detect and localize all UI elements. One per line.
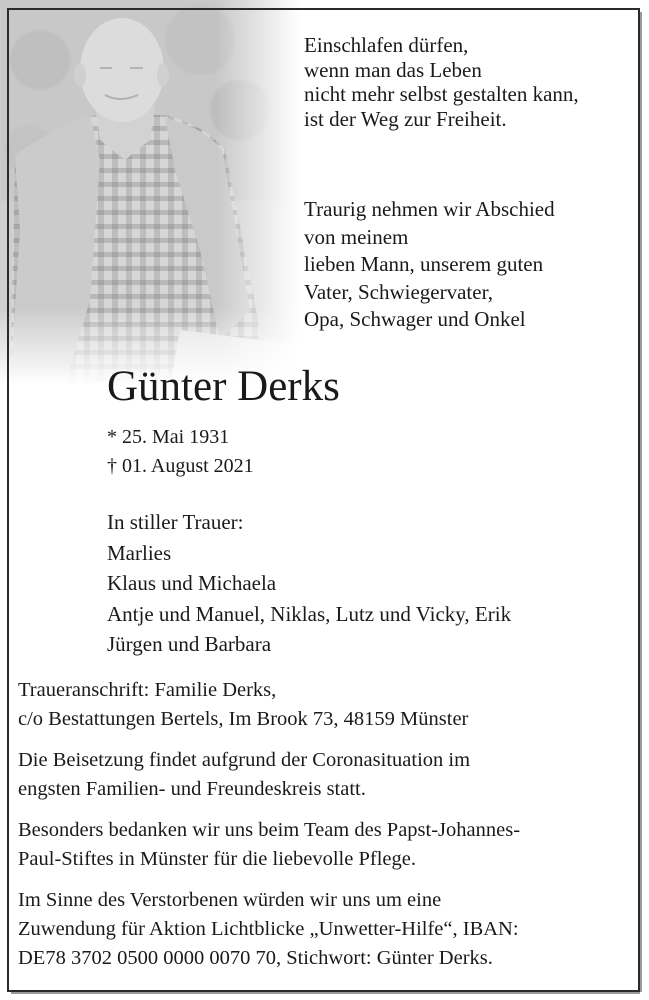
verse-line: ist der Weg zur Freiheit. <box>304 106 507 131</box>
mourner-line: Klaus und Michaela <box>107 571 277 595</box>
donation-line: DE78 3702 0500 0000 0070 70, Stichwort: Günter Derks. <box>18 947 493 969</box>
mourners-heading: In stiller Trauer: <box>107 510 244 534</box>
donation-notice <box>18 886 628 973</box>
burial-line: engsten Familien- und Freundeskreis statt. <box>18 778 366 800</box>
intro-line: Traurig nehmen wir Abschied <box>304 197 555 221</box>
burial-line: Die Beisetzung findet aufgrund der Coronasituation im <box>18 749 471 771</box>
deceased-name: Günter Derks <box>107 363 340 410</box>
verse-line: nicht mehr selbst gestalten kann, <box>304 82 579 106</box>
notices-section <box>18 676 628 985</box>
thanks-line: Besonders bedanken wir uns beim Team des Papst-Johannes- <box>18 819 521 841</box>
verse-block <box>304 33 579 131</box>
thanks-notice <box>18 816 628 874</box>
mourner-line: Jürgen und Barbara <box>107 632 272 656</box>
address-line: c/o Bestattungen Bertels, Im Brook 73, 48159 Münster <box>18 708 469 730</box>
mourner-line: Marlies <box>107 540 172 565</box>
burial-notice <box>18 746 628 804</box>
intro-line: Vater, Schwiegervater, <box>304 279 493 304</box>
mourners-block <box>107 507 511 660</box>
death-date: † 01. August 2021 <box>107 455 254 477</box>
intro-line: Opa, Schwager und Onkel <box>304 307 526 331</box>
life-dates <box>107 423 254 481</box>
thanks-line: Paul-Stiftes in Münster für die liebevolle Pflege. <box>18 848 416 870</box>
donation-line: Zuwendung für Aktion Lichtblicke „Unwetter-Hilfe“, IBAN: <box>18 918 519 940</box>
verse-line: wenn man das Leben <box>304 57 482 82</box>
birth-date: * 25. Mai 1931 <box>107 426 230 448</box>
donation-line: Im Sinne des Verstorbenen würden wir uns um eine <box>18 889 442 911</box>
mourning-address <box>18 676 628 734</box>
intro-line: lieben Mann, unserem guten <box>304 252 544 276</box>
address-line: Traueranschrift: Familie Derks, <box>18 679 277 701</box>
farewell-intro <box>304 196 555 334</box>
intro-line: von meinem <box>304 224 409 249</box>
mourner-line: Antje und Manuel, Niklas, Lutz und Vicky, Erik <box>107 601 512 626</box>
verse-line: Einschlafen dürfen, <box>304 33 469 57</box>
